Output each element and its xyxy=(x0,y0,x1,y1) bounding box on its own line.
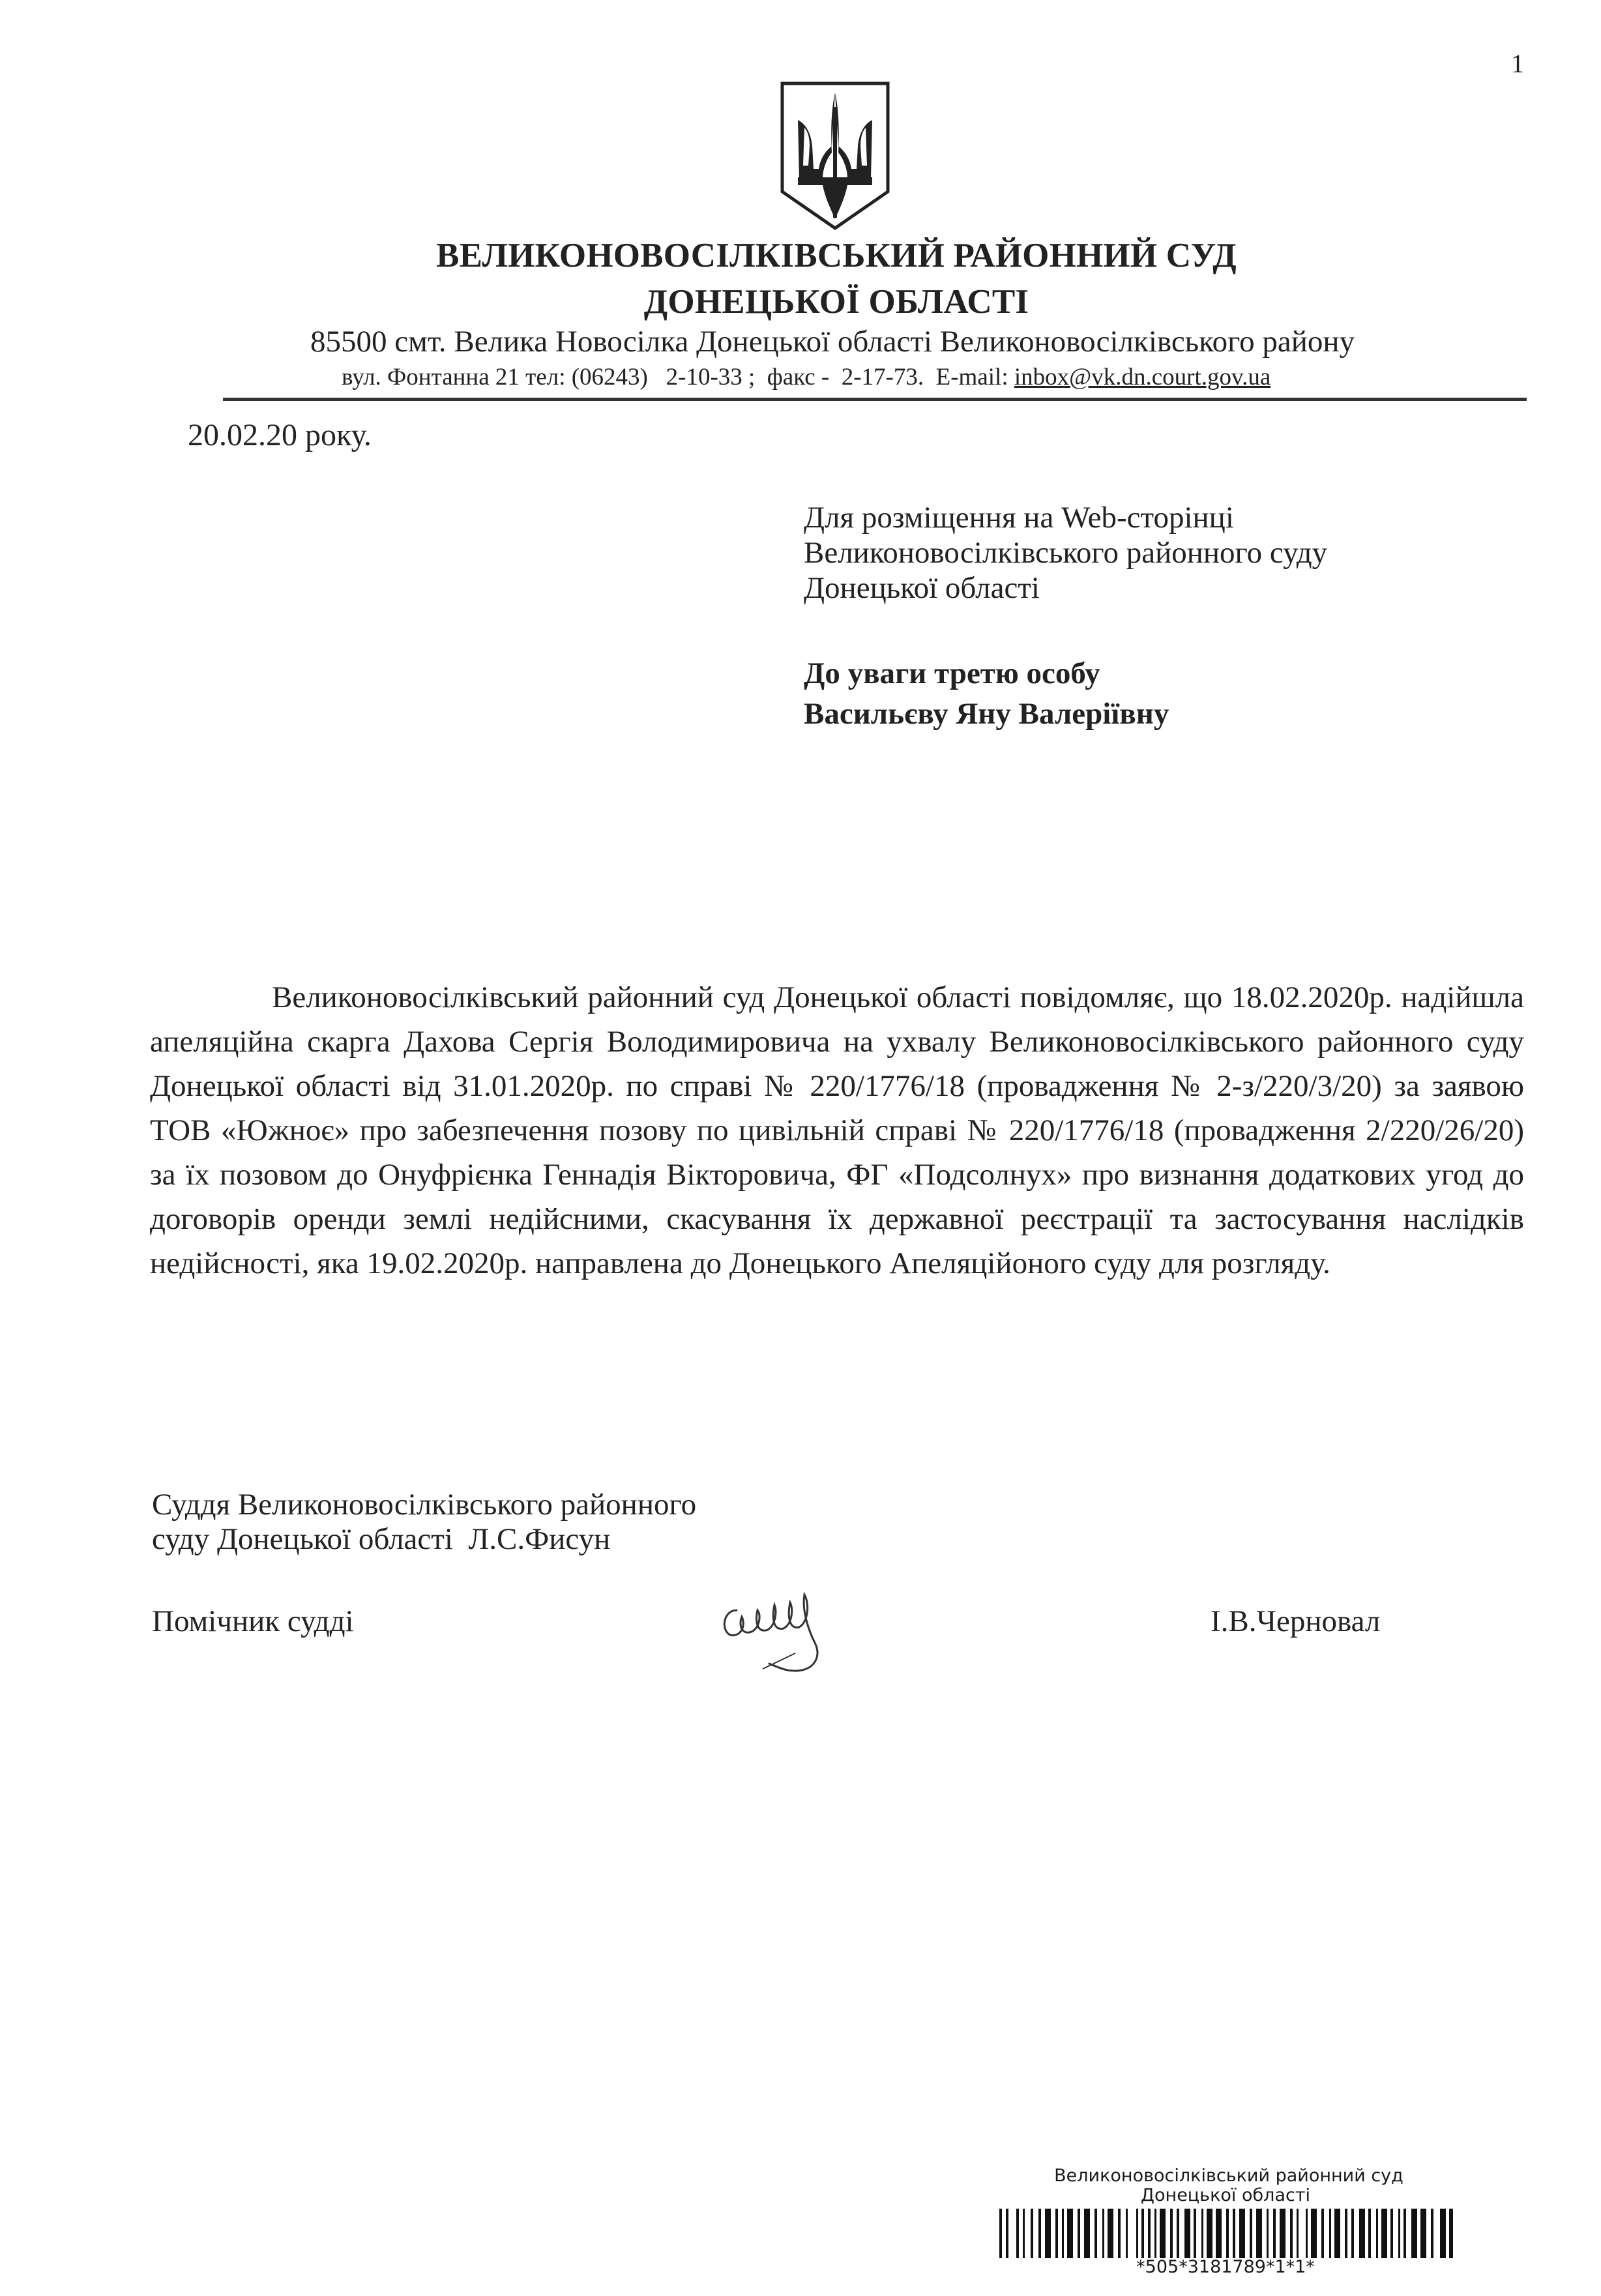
judge-signature-block xyxy=(152,1488,696,1557)
assistant-name: І.В.Черновал xyxy=(1211,1604,1381,1638)
stamp-court-name: Великоновосілківський районний суд xyxy=(1054,2166,1403,2186)
attention-block xyxy=(804,653,1169,734)
court-address: 85500 смт. Велика Новосілка Донецької області Великоновосілківського району xyxy=(310,325,1355,359)
stamp-court-region: Донецької області xyxy=(1140,2185,1311,2205)
assistant-role: Помічник судді xyxy=(152,1604,354,1638)
attention-line: До уваги третю особу xyxy=(804,656,1100,690)
header-divider xyxy=(223,398,1527,401)
court-contacts xyxy=(342,362,1271,392)
barcode-icon xyxy=(999,2209,1453,2258)
page-number: 1 xyxy=(1511,49,1524,78)
contacts-text: вул. Фонтанна 21 тел: (06243) 2-10-33 ; факс - 2-17-73. E-mail: xyxy=(342,364,1014,390)
recipient-line: Для розміщення на Web-сторінці xyxy=(804,501,1234,535)
notice-body-paragraph: Великоновосілківський районний суд Донецької області повідомляє, що 18.02.2020р. надійшла апеляційна скарга Дахова Сергія Володимировича на ухвалу Великоновосілківського районного суду Донецької області від 31.01.2020р. по справі № 220/1776/18 (провадження № 2-з/220/3/20) за заявою ТОВ «Южноє» про забезпечення позову по цивільній справі № 220/1776/18 (провадження 2/220/26/20) за їх позовом до Онуфрієнка Геннадія Вікторовича, ФГ «Подсолнух» про визнання додаткових угод до договорів оренди землі недійсними, скасування їх державної реєстрації та застосування наслідків недійсності, яка 19.02.2020р. направлена до Донецького Апеляційоного суду для розгляду. xyxy=(150,980,1524,1280)
recipient-line: Донецької області xyxy=(804,571,1040,605)
court-region-title: ДОНЕЦЬКОЇ ОБЛАСТІ xyxy=(643,283,1029,321)
judge-line: суду Донецької області Л.С.Фисун xyxy=(152,1522,611,1556)
barcode-number: *505*3181789*1*1* xyxy=(1136,2257,1315,2277)
court-name-title: ВЕЛИКОНОВОСІЛКІВСЬКИЙ РАЙОННИЙ СУД xyxy=(436,237,1237,274)
email-link[interactable]: inbox@vk.dn.court.gov.ua xyxy=(1014,364,1271,390)
recipient-line: Великоновосілківського районного суду xyxy=(804,536,1328,570)
document-date: 20.02.20 року. xyxy=(188,418,372,452)
trident-coat-of-arms-icon xyxy=(780,81,890,232)
signature-icon xyxy=(717,1591,847,1675)
judge-line: Суддя Великоновосілківського районного xyxy=(152,1488,697,1522)
attention-person: Васильєву Яну Валеріївну xyxy=(804,697,1169,731)
recipient-block xyxy=(804,500,1327,606)
